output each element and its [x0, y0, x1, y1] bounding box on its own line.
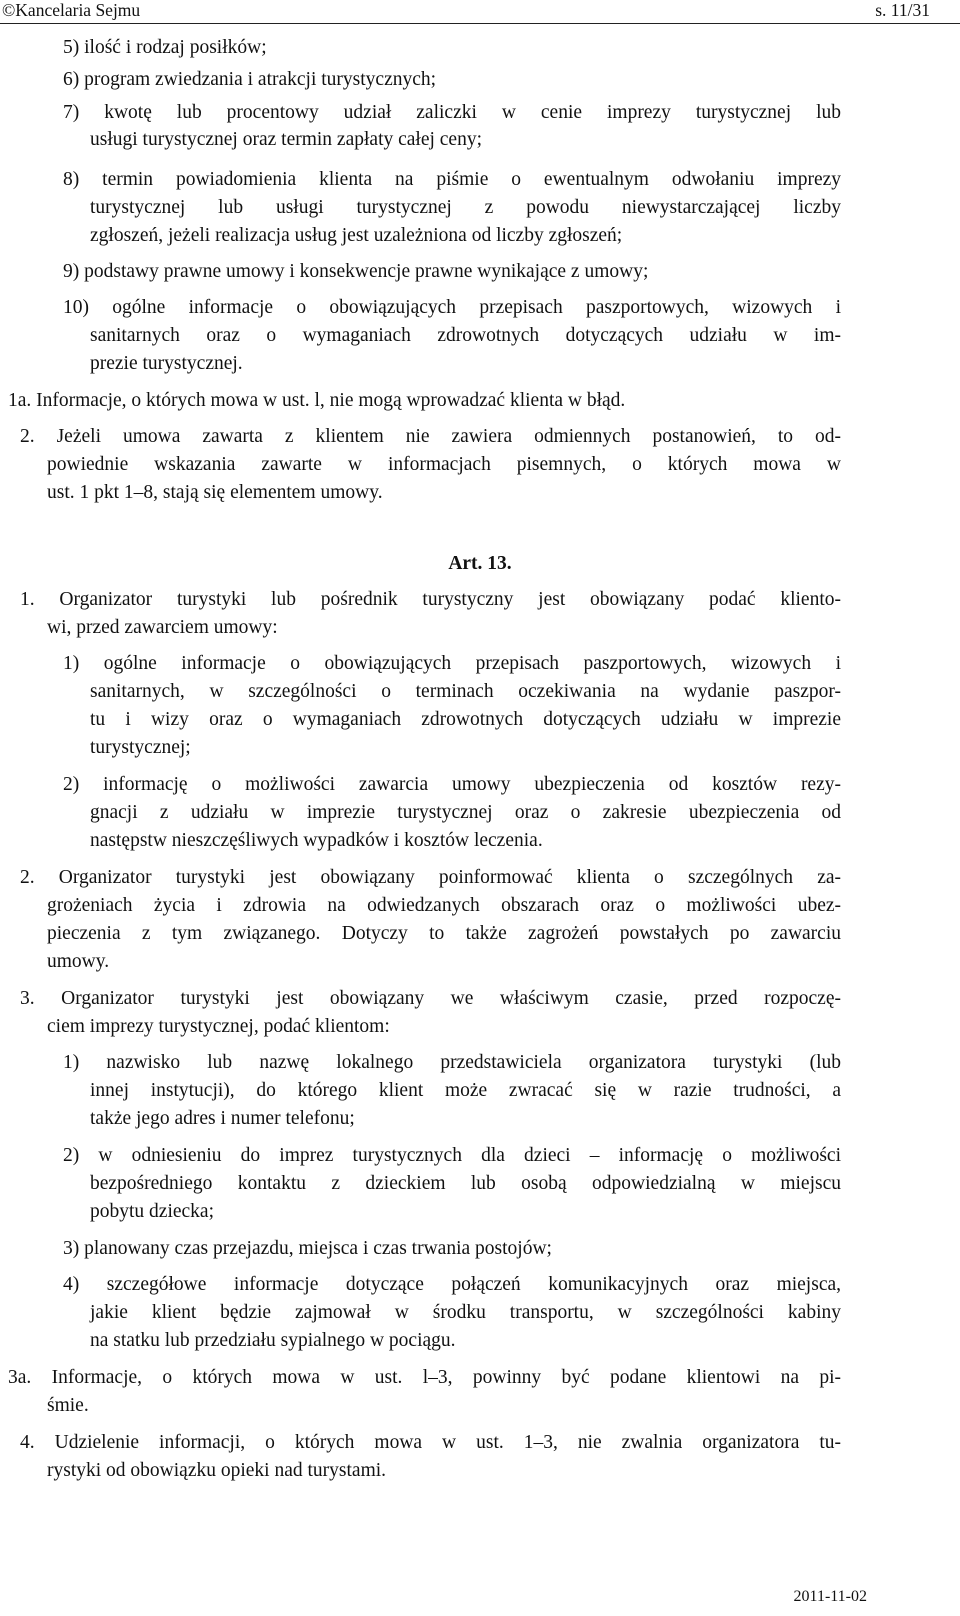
art-3-point-2-line-3: pobytu dziecka;: [90, 1201, 214, 1222]
list-item-10-line-2: sanitarnych oraz o wymaganiach zdrowotnych dotyczących udziału w im-: [90, 325, 841, 346]
list-item-7-line-2: usługi turystycznej oraz termin zapłaty całej ceny;: [90, 129, 483, 150]
art-1-point-2-line-1: 2) informację o możliwości zawarcia umowy ubezpieczenia od kosztów rezy-: [63, 774, 841, 795]
art-3-point-1-line-1: 1) nazwisko lub nazwę lokalnego przedstawiciela organizatora turystyki (lub: [63, 1052, 841, 1073]
paragraph-1a: 1a. Informacje, o których mowa w ust. l, nie mogą wprowadzać klienta w błąd.: [8, 390, 626, 411]
art-3-line-2: ciem imprezy turystycznej, podać klientom:: [47, 1016, 390, 1037]
art-1-point-1-line-1: 1) ogólne informacje o obowiązujących przepisach paszportowych, wizowych i: [63, 653, 841, 674]
paragraph-2-line-3: ust. 1 pkt 1–8, stają się elementem umowy.: [47, 482, 383, 503]
paragraph-2-line-2: powiednie wskazania zawarte w informacjach pisemnych, o których mowa w: [47, 454, 841, 475]
art-3-line-1: 3. Organizator turystyki jest obowiązany we właściwym czasie, przed rozpoczę-: [20, 988, 841, 1009]
list-item-8-line-2: turystycznej lub usługi turystycznej z powodu niewystarczającej liczby: [90, 197, 841, 218]
list-item-7-line-1: 7) kwotę lub procentowy udział zaliczki w cenie imprezy turystycznej lub: [63, 102, 841, 123]
art-1-point-1-line-4: turystycznej;: [90, 737, 191, 758]
list-item-10-line-1: 10) ogólne informacje o obowiązujących przepisach paszportowych, wizowych i: [63, 297, 841, 318]
list-item-8-line-1: 8) termin powiadomienia klienta na piśmie o ewentualnym odwołaniu imprezy: [63, 169, 841, 190]
article-title: Art. 13.: [448, 553, 512, 574]
art-1-point-2-line-3: następstw nieszczęśliwych wypadków i kosztów leczenia.: [90, 830, 543, 851]
art-3-point-2-line-1: 2) w odniesieniu do imprez turystycznych dla dzieci – informację o możliwości: [63, 1145, 841, 1166]
list-item-5: 5) ilość i rodzaj posiłków;: [63, 37, 267, 58]
art-1-line-2: wi, przed zawarciem umowy:: [47, 617, 278, 638]
art-4-line-2: rystyki od obowiązku opieki nad turystami.: [47, 1460, 387, 1481]
page-header: [0, 0, 960, 24]
art-3-point-1-line-3: także jego adres i numer telefonu;: [90, 1108, 355, 1129]
art-2-line-4: umowy.: [47, 951, 110, 972]
art-1-point-1-line-2: sanitarnych, w szczególności o terminach oczekiwania na wydanie paszpor-: [90, 681, 841, 702]
art-3-point-4-line-2: jakie klient będzie zajmował w środku transportu, w szczególności kabiny: [90, 1302, 841, 1323]
art-3-point-1-line-2: innej instytucji), do którego klient może zwracać się w razie trudności, a: [90, 1080, 841, 1101]
art-1-point-1-line-3: tu i wizy oraz o wymaganiach zdrowotnych dotyczących udziału w imprezie: [90, 709, 841, 730]
art-3-point-3: 3) planowany czas przejazdu, miejsca i czas trwania postojów;: [63, 1238, 552, 1259]
header-source: ©Kancelaria Sejmu: [2, 0, 141, 20]
art-3-point-4-line-3: na statku lub przedziału sypialnego w pociągu.: [90, 1330, 456, 1351]
art-3-point-4-line-1: 4) szczegółowe informacje dotyczące połączeń komunikacyjnych oraz miejsca,: [63, 1274, 841, 1295]
art-1-line-1: 1. Organizator turystyki lub pośrednik turystyczny jest obowiązany podać kliento-: [20, 589, 841, 610]
header-page-number: s. 11/31: [875, 0, 930, 20]
paragraph-2-line-1: 2. Jeżeli umowa zawarta z klientem nie zawiera odmiennych postanowień, to od-: [20, 426, 841, 447]
art-1-point-2-line-2: gnacji z udziału w imprezie turystycznej oraz o zakresie ubezpieczenia od: [90, 802, 841, 823]
list-item-10-line-3: prezie turystycznej.: [90, 353, 243, 374]
art-2-line-1: 2. Organizator turystyki jest obowiązany poinformować klienta o szczególnych za-: [20, 867, 841, 888]
list-item-9: 9) podstawy prawne umowy i konsekwencje prawne wynikające z umowy;: [63, 261, 649, 282]
header-divider: [0, 23, 960, 24]
art-4-line-1: 4. Udzielenie informacji, o których mowa w ust. 1–3, nie zwalnia organizatora tu-: [20, 1432, 841, 1453]
art-3a-line-1: 3a. Informacje, o których mowa w ust. l–3, powinny być podane klientowi na pi-: [8, 1367, 841, 1388]
footer-date: 2011-11-02: [793, 1588, 867, 1605]
art-3-point-2-line-2: bezpośredniego kontaktu z dzieckiem lub osobą odpowiedzialną w miejscu: [90, 1173, 841, 1194]
art-2-line-2: grożeniach życia i zdrowia na odwiedzanych obszarach oraz o możliwości ubez-: [47, 895, 841, 916]
art-2-line-3: pieczenia z tym związanego. Dotyczy to także zagrożeń powstałych po zawarciu: [47, 923, 841, 944]
art-3a-line-2: śmie.: [47, 1395, 89, 1416]
list-item-6: 6) program zwiedzania i atrakcji turystycznych;: [63, 69, 437, 90]
list-item-8-line-3: zgłoszeń, jeżeli realizacja usług jest uzależniona od liczby zgłoszeń;: [90, 225, 623, 246]
